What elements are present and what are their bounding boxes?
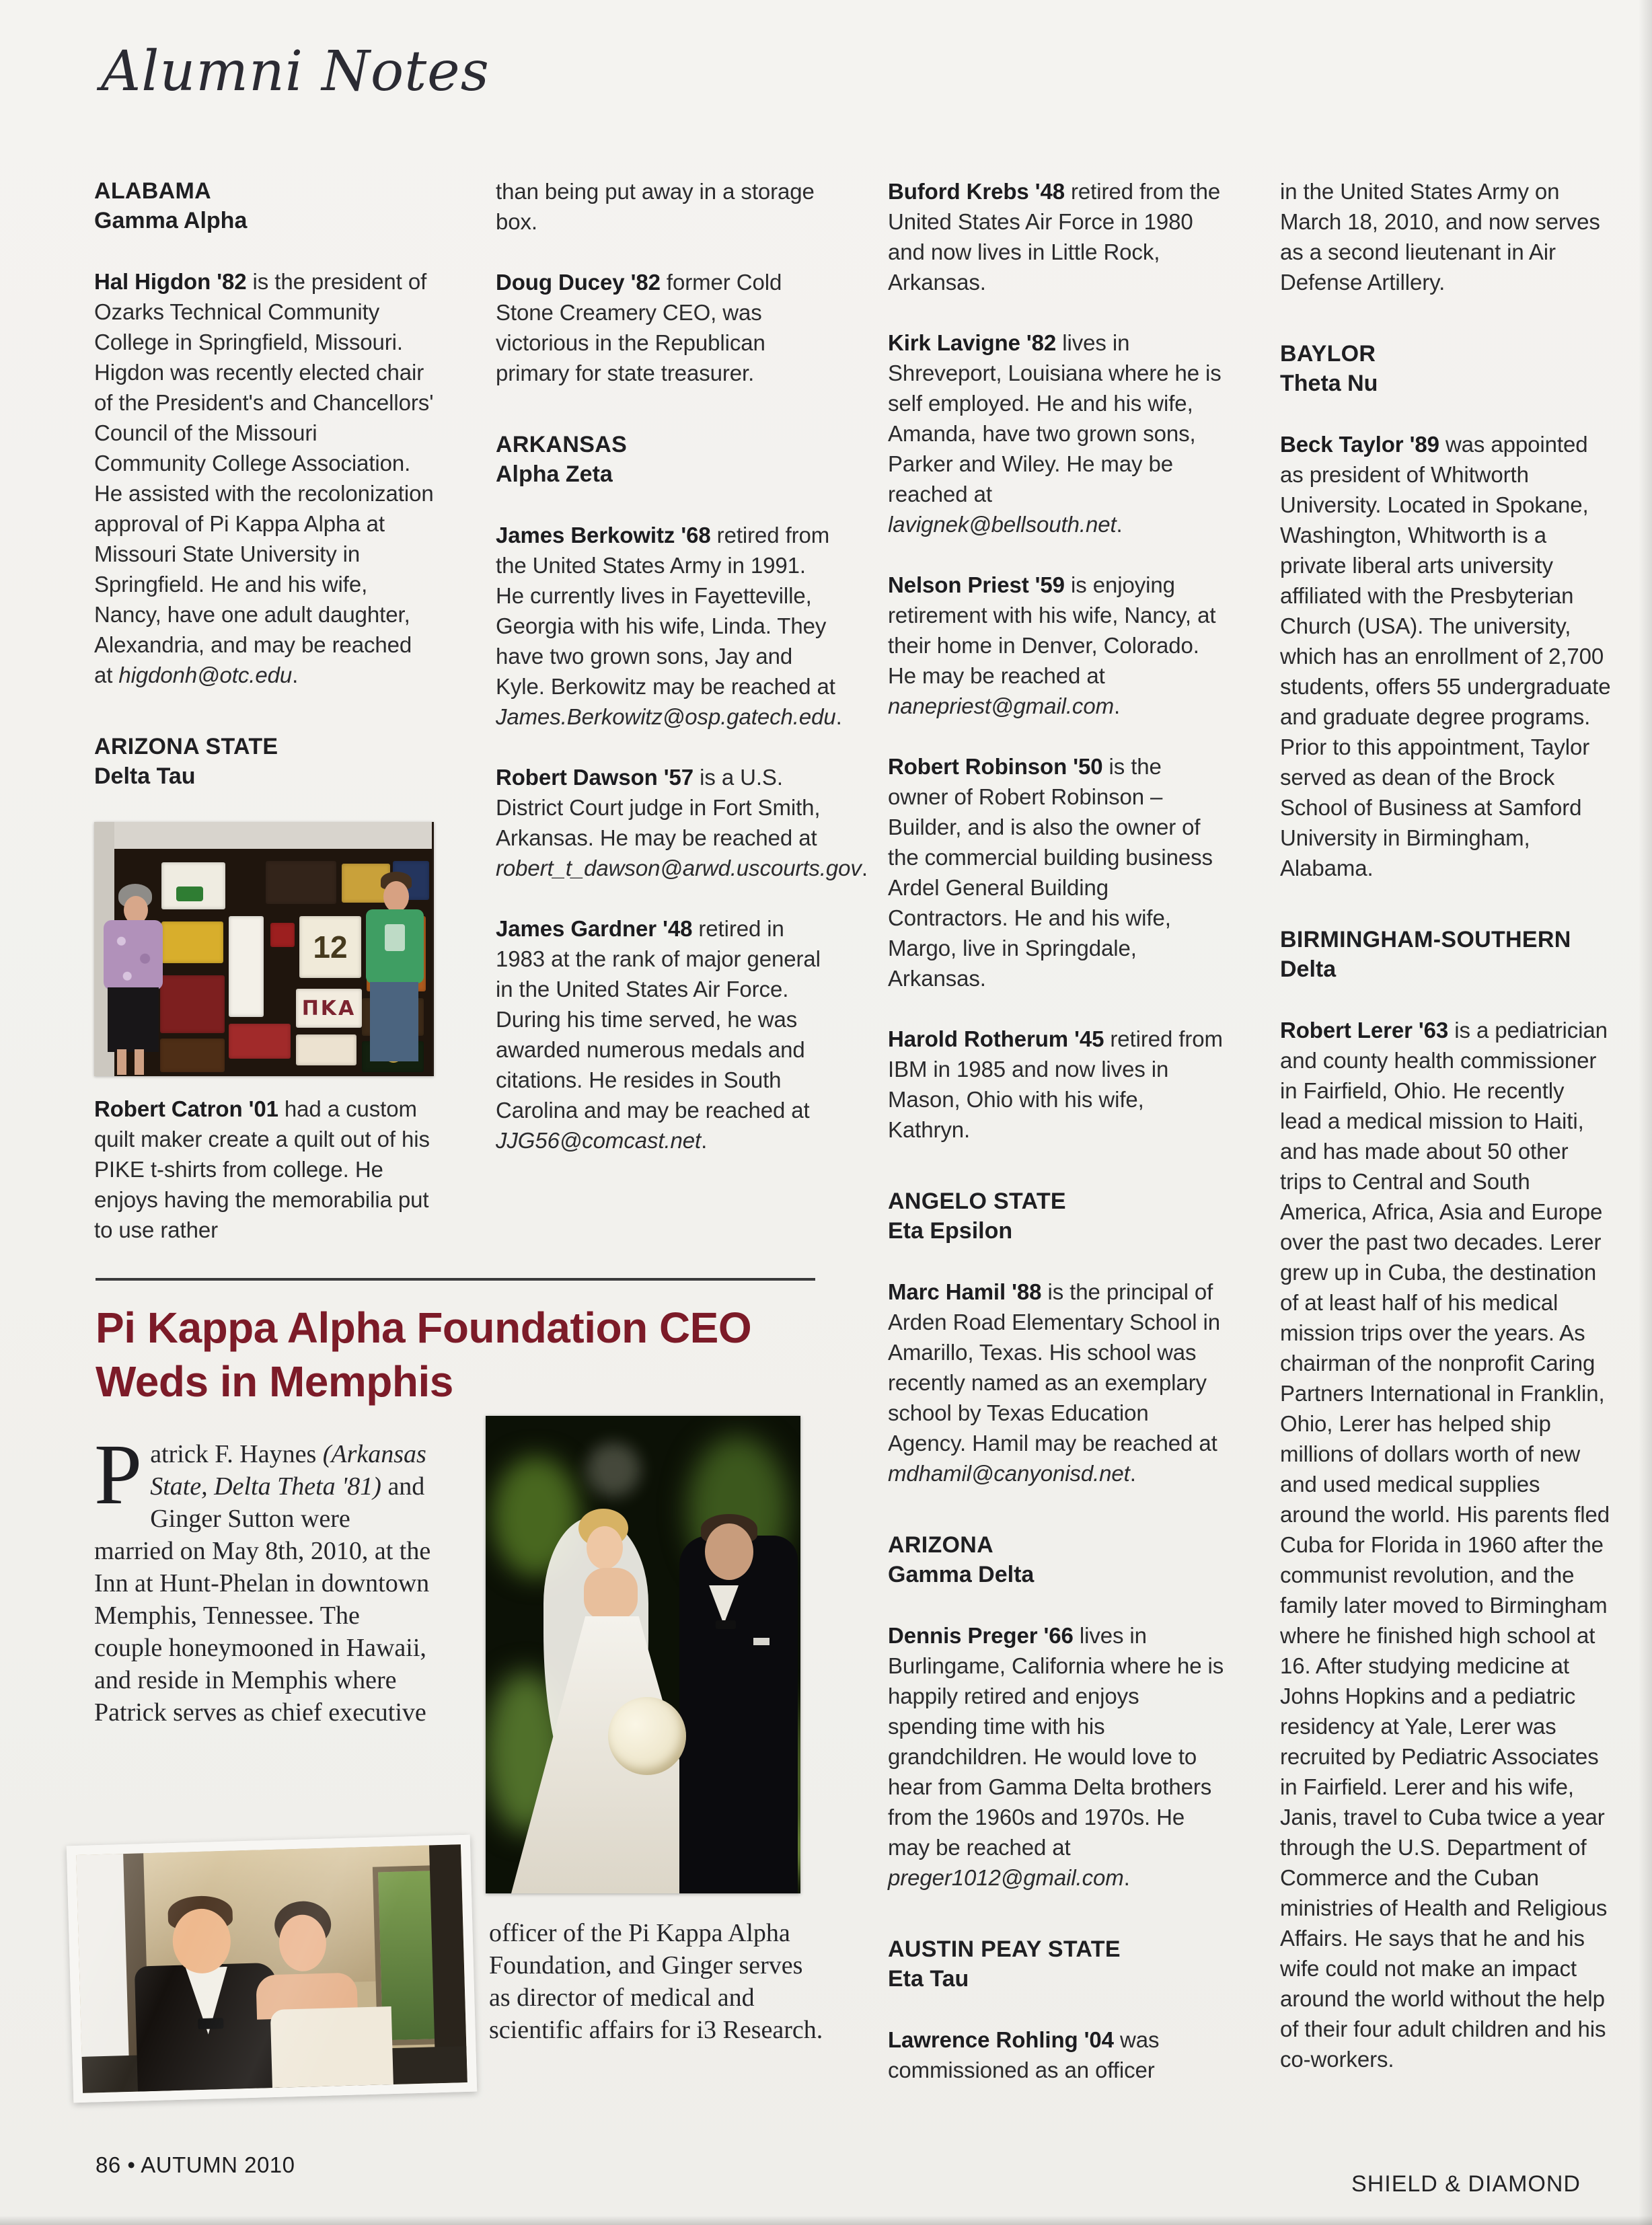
email-address: James.Berkowitz@osp.gatech.edu — [496, 704, 836, 729]
note-text: is the president of Ozarks Technical Community College in Springfield, Missouri. Higdon was recently elected chair of the President's and Chancellors' Council of the Missouri Community College Association. He assisted with the recolonization approval of Pi Kappa Alpha at Missouri State University in Springfield. He and his wife, Nancy, have one adult daughter, Alexandria, and may be reached at — [94, 269, 434, 687]
note-text: is a U.S. District Court judge in Fort Smith, Arkansas. He may be reached at — [496, 765, 821, 850]
section-heading — [1280, 339, 1611, 398]
alumni-note — [888, 751, 1228, 993]
alumnus-name: Beck Taylor '89 — [1280, 432, 1439, 457]
feature-paragraph — [94, 1427, 434, 1729]
quilt-patch — [229, 916, 264, 1017]
feature-headline: Pi Kappa Alpha Foundation CEO Weds in Memphis — [96, 1304, 752, 1406]
notes-column-1 — [94, 176, 434, 1275]
alumnus-name: Nelson Priest '59 — [888, 572, 1065, 597]
alumnus-name: Robert Catron '01 — [94, 1096, 278, 1121]
alumni-note — [94, 266, 434, 690]
groom-bowtie — [716, 1620, 736, 1629]
bride-face — [587, 1526, 623, 1569]
alumni-note — [888, 1277, 1228, 1488]
tractor-logo — [176, 887, 203, 901]
note-text: is enjoying retirement with his wife, Nancy, at their home in Denver, Colorado. He may be reached at — [888, 572, 1216, 688]
light-dapple — [587, 1443, 640, 1497]
woman-floral-top — [104, 920, 163, 990]
section-heading — [888, 1186, 1228, 1246]
quilt-patch — [296, 1034, 356, 1065]
alumnus-name: Kirk Lavigne '82 — [888, 330, 1057, 355]
note-continuation — [496, 176, 837, 237]
section-school: AUSTIN PEAY STATE — [888, 1936, 1121, 1962]
note-text: . — [701, 1128, 708, 1153]
section-heading — [1280, 925, 1611, 984]
alumnus-name: Dennis Preger '66 — [888, 1623, 1074, 1648]
alumnus-name: Doug Ducey '82 — [496, 270, 661, 295]
groom-face — [705, 1523, 753, 1580]
alumni-note — [888, 570, 1228, 721]
woman-skirt — [108, 987, 159, 1052]
page-edge-shadow — [0, 2216, 1652, 2225]
man-jeans — [370, 982, 418, 1061]
woman-leg — [117, 1049, 126, 1075]
alumnus-name: Robert Lerer '63 — [1280, 1018, 1449, 1043]
section-heading — [94, 176, 434, 235]
email-address: lavignek@bellsouth.net — [888, 512, 1117, 537]
note-text: . — [1123, 1865, 1130, 1890]
section-school: ALABAMA — [94, 178, 211, 204]
drop-cap: P — [94, 1427, 143, 1522]
pka-letters: ΠΚΑ — [301, 996, 356, 1020]
note-text: than being put away in a storage box. — [496, 179, 815, 234]
note-text: retired from the United States Air Force in 1980 and now lives in Little Rock, Arkansas. — [888, 179, 1221, 295]
quilt-patch — [161, 921, 223, 963]
note-text: . — [1116, 512, 1123, 537]
alumnus-name: Marc Hamil '88 — [888, 1279, 1042, 1304]
man-face — [383, 881, 409, 912]
section-chapter: Delta — [1280, 956, 1337, 982]
feature-text: and Ginger Sutton were married on May 8th, 2010, at the Inn at Hunt-Phelan in downtown Memphis, Tennessee. The couple honeymooned in Hawaii, and reside in Memphis where Patrick serves as chief executive — [94, 1472, 431, 1727]
quilt-patch — [266, 861, 336, 904]
section-school: BAYLOR — [1280, 341, 1376, 367]
window-glare — [76, 1844, 467, 2093]
page-edge-shadow — [1639, 0, 1652, 2225]
note-text: retired from the United States Army in 1991. He currently lives in Fayetteville, Georgia with his wife, Linda. They have two grown sons, Jay and Kyle. Berkowitz may be reached at — [496, 523, 835, 699]
note-text: former Cold Stone Creamery CEO, was victorious in the Republican primary for state treasurer. — [496, 270, 782, 385]
quilt-photo — [94, 822, 434, 1076]
email-address: mdhamil@canyonisd.net — [888, 1461, 1130, 1486]
section-school: ANGELO STATE — [888, 1189, 1066, 1214]
feature-continuation: officer of the Pi Kappa Alpha Foundation, and Ginger serves as director of medical and scientific affairs for i3 Research. — [489, 1919, 823, 2044]
page-title: Alumni Notes — [101, 40, 490, 104]
note-text: lives in Shreveport, Louisiana where he is self employed. He and his wife, Amanda, have two grown sons, Parker and Wiley. He may be reached at — [888, 330, 1222, 506]
alumni-note — [1280, 1015, 1611, 2074]
alumni-note — [888, 1024, 1228, 1145]
quilt-patch — [160, 975, 225, 1033]
note-text: was appointed as president of Whitworth University. Located in Spokane, Washington, Whitworth is a private liberal arts university affiliated with the Presbyterian Church (USA). The university, which has an enrollment of 2,700 students, offers 55 undergraduate and graduate degree programs. Prior to this appointment, Taylor served as dean of the Brock School of Business at Samford University in Birmingham, Alabama. — [1280, 432, 1611, 880]
section-chapter: Delta Tau — [94, 763, 196, 789]
section-school: BIRMINGHAM-SOUTHERN — [1280, 927, 1571, 952]
note-text: . — [1113, 693, 1121, 718]
note-text: retired from IBM in 1985 and now lives in Mason, Ohio with his wife, Kathryn. — [888, 1026, 1223, 1142]
car-photo — [67, 1835, 477, 2103]
section-chapter: Theta Nu — [1280, 371, 1378, 396]
woman-leg — [135, 1049, 144, 1075]
alumni-note — [888, 1620, 1228, 1893]
note-continuation — [1280, 176, 1611, 297]
pocket-square — [753, 1638, 769, 1645]
feature-body — [94, 1427, 434, 1729]
note-text: . — [1129, 1461, 1136, 1486]
quilt-patch-pka — [296, 989, 362, 1028]
alumni-note — [888, 2025, 1228, 2085]
quilt-patch — [270, 923, 295, 947]
note-text: is a pediatrician and county health commissioner in Fairfield, Ohio. He recently lead a medical mission to Haiti, and has made about 50 other trips to Central and South America, Africa, Asia and Europe over the past two decades. Lerer grew up in Cuba, the destination of at least half of his medical mission trips over the years. As chairman of the nonprofit Caring Partners International in Franklin, Ohio, Lerer has helped ship millions of dollars worth of new and used medical supplies around the world. His parents fled Cuba for Florida in 1960 after the communist revolution, and the family later moved to Birmingham where he finished high school at 16. After studying medicine at Johns Hopkins and a pediatric residency at Yale, Lerer was recruited by Pediatric Associates in Fairfield. Lerer and his wife, Janis, travel to Cuba twice a year through the U.S. Department of Commerce and the Cuban ministries of Health and Religious Affairs. He says that he and his wife could not make an impact around the world without the help of their four adult children and his co-workers. — [1280, 1018, 1610, 2072]
quilt-patch-jersey-12 — [299, 916, 361, 978]
quilt-patch — [229, 1024, 291, 1059]
note-text: . — [835, 704, 842, 729]
alumnus-name: Lawrence Rohling '04 — [888, 2027, 1114, 2052]
email-address: higdonh@otc.edu — [118, 663, 293, 687]
groom-suit — [679, 1536, 798, 1893]
car-interior-scene — [76, 1844, 467, 2093]
alumni-note — [496, 762, 868, 883]
alumni-note — [888, 328, 1228, 539]
alumni-note — [94, 1094, 434, 1245]
alumnus-name: James Berkowitz '68 — [496, 523, 711, 548]
chapter-credit: (Arkansas State, Delta Theta '81) — [150, 1440, 426, 1501]
alumnus-name: James Gardner '48 — [496, 916, 693, 941]
section-heading — [888, 1934, 1228, 1994]
email-address: preger1012@gmail.com — [888, 1865, 1124, 1890]
note-text: lives in Burlingame, California where he is happily retired and enjoys spending time with his grandchildren. He would love to hear from Gamma Delta brothers from the 1960s and 1970s. He may be reached at — [888, 1623, 1224, 1860]
quilt-patch — [160, 1039, 225, 1072]
section-school: ARIZONA — [888, 1532, 993, 1558]
section-heading — [94, 732, 434, 791]
section-chapter: Alpha Zeta — [496, 461, 613, 487]
section-chapter: Gamma Alpha — [94, 208, 248, 233]
section-chapter: Eta Epsilon — [888, 1218, 1013, 1244]
feature-text: atrick F. Haynes — [150, 1440, 323, 1468]
divider-line — [96, 1278, 815, 1281]
email-address: nanepriest@gmail.com — [888, 693, 1114, 718]
note-text: retired in 1983 at the rank of major general in the United States Air Force. During his time served, he was awarded numerous medals and citations. He resides in South Carolina and may be reached at — [496, 916, 821, 1123]
note-text: was commissioned as an officer — [888, 2027, 1160, 2082]
alumni-note — [496, 913, 837, 1156]
alumnus-name: Robert Robinson '50 — [888, 754, 1103, 779]
quilt-patch — [161, 862, 225, 909]
section-chapter: Eta Tau — [888, 1966, 969, 1992]
alumnus-name: Robert Dawson '57 — [496, 765, 694, 790]
note-text: had a custom quilt maker create a quilt out of his PIKE t-shirts from college. He enjoys having the memorabilia put to use rather — [94, 1096, 430, 1242]
alumnus-name: Buford Krebs '48 — [888, 179, 1065, 204]
email-address: robert_t_dawson@arwd.uscourts.gov — [496, 856, 862, 880]
bride-shoulders — [584, 1568, 638, 1620]
email-address: JJG56@comcast.net — [496, 1128, 702, 1153]
section-chapter: Gamma Delta — [888, 1562, 1035, 1587]
note-text: . — [292, 663, 299, 687]
section-school: ARIZONA STATE — [94, 734, 278, 759]
note-text: is the principal of Arden Road Elementary School in Amarillo, Texas. His school was recently named as an exemplary school by Texas Education Agency. Hamil may be reached at — [888, 1279, 1221, 1456]
note-text: . — [861, 856, 868, 880]
jersey-number: 12 — [313, 930, 348, 965]
alumni-note — [496, 267, 837, 388]
notes-column-4 — [1280, 176, 1611, 2105]
alumni-note — [1280, 429, 1611, 883]
note-text: in the United States Army on March 18, 2010, and now serves as a second lieutenant in Air Defense Artillery. — [1280, 179, 1600, 295]
notes-column-3 — [888, 176, 1228, 2115]
bouquet — [608, 1697, 686, 1775]
section-heading — [888, 1530, 1228, 1589]
page-number-footer: 86 • AUTUMN 2010 — [96, 2152, 295, 2177]
wedding-photo — [486, 1416, 800, 1893]
section-heading — [496, 430, 837, 489]
section-school: ARKANSAS — [496, 432, 628, 457]
note-text: is the owner of Robert Robinson – Builder, and is also the owner of the commercial building business Ardel General Building Contractors. He and his wife, Margo, live in Springdale, Arkansas. — [888, 754, 1213, 991]
alumnus-name: Harold Rotherum '45 — [888, 1026, 1104, 1051]
alumni-note — [496, 520, 842, 732]
notes-column-2 — [496, 176, 868, 1186]
tshirt-print — [385, 924, 405, 951]
magazine-title-footer: SHIELD & DIAMOND — [1351, 2171, 1581, 2197]
alumnus-name: Hal Higdon '82 — [94, 269, 247, 294]
alumni-note — [888, 176, 1228, 297]
